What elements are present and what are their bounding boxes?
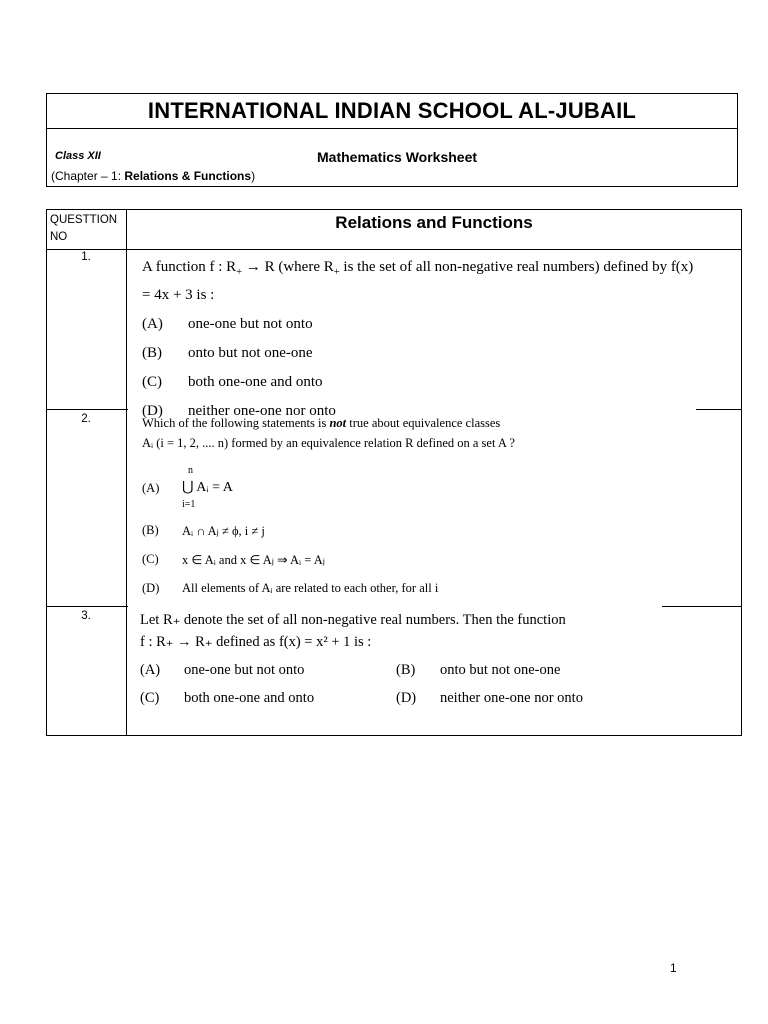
option-key: (A) <box>142 481 160 495</box>
q2-stem-b: true about equivalence classes <box>346 416 501 430</box>
option-text-block <box>182 465 342 515</box>
question-3-stem-line-1: Let R₊ denote the set of all non-negative real numbers. Then the function <box>140 612 566 628</box>
q2-option-d <box>142 581 438 596</box>
option-text: x ∈ Aᵢ and x ∈ Aⱼ ⇒ Aᵢ = Aⱼ <box>182 553 325 567</box>
school-name: INTERNATIONAL INDIAN SCHOOL AL-JUBAIL <box>47 94 737 129</box>
option-key: (A) <box>142 316 163 332</box>
chapter-label <box>51 169 255 183</box>
q3-option-d-text: neither one-one nor onto <box>440 690 583 706</box>
worksheet-title: Mathematics Worksheet <box>317 149 478 165</box>
q2-stem-a: Which of the following statements is <box>142 416 330 430</box>
q2-option-a <box>142 465 342 515</box>
option-key: (D) <box>142 403 163 419</box>
q1-stem-a: A function f : R <box>142 259 237 275</box>
q1-option-b <box>142 342 702 365</box>
question-2 <box>142 413 702 595</box>
question-3-stem-line-2: f : R₊ → R₊ defined as f(x) = x² + 1 is : <box>140 634 372 650</box>
row-divider-1-left <box>46 409 128 410</box>
option-text: All elements of Aᵢ are related to each other, for all i <box>182 581 439 595</box>
q3-option-d-key: (D) <box>396 690 417 706</box>
q2-option-c <box>142 552 325 568</box>
question-number-2: 2. <box>81 413 91 425</box>
q3-option-b-key: (B) <box>396 662 416 678</box>
question-2-stem-line-2: Aᵢ (i = 1, 2, .... n) formed by an equivalence relation R defined on a set A ? <box>142 436 515 450</box>
header-row-divider <box>46 249 742 250</box>
q2-stem-emphasis: not <box>329 416 347 430</box>
question-number-3: 3. <box>81 610 91 622</box>
question-2-stem-line-1 <box>142 413 702 433</box>
question-1 <box>142 256 702 423</box>
option-text: onto but not one-one <box>188 345 313 361</box>
q1-option-c <box>142 371 702 394</box>
chapter-prefix: (Chapter – 1: <box>51 169 125 183</box>
option-key: (B) <box>142 345 162 361</box>
chapter-name: Relations & Functions <box>124 169 252 183</box>
q2-option-b <box>142 523 265 539</box>
row-divider-1-right <box>696 409 742 410</box>
questions-table <box>46 209 742 736</box>
q1-sub-plus-a: + <box>236 267 243 278</box>
option-text: ⋃ Aᵢ = A <box>182 480 233 495</box>
option-key: (D) <box>142 581 160 595</box>
option-text: both one-one and onto <box>188 374 323 390</box>
q1-stem-b: → R (where R <box>242 259 334 275</box>
q3-option-b-text: onto but not one-one <box>440 662 561 678</box>
column-divider <box>126 209 127 736</box>
option-text: Aᵢ ∩ Aⱼ ≠ ϕ, i ≠ j <box>182 524 265 538</box>
option-text: one-one but not onto <box>188 316 313 332</box>
worksheet-header <box>46 93 738 187</box>
q3-option-a-key: (A) <box>140 662 161 678</box>
q3-options <box>140 659 700 709</box>
section-title: Relations and Functions <box>335 213 533 232</box>
row-divider-2-right <box>662 606 742 607</box>
question-3 <box>140 609 700 709</box>
question-number-header: QUESTTION NO <box>50 214 118 243</box>
q3-option-a-text: one-one but not onto <box>184 662 305 678</box>
chapter-suffix: ) <box>251 169 256 183</box>
option-text: neither one-one nor onto <box>188 403 336 419</box>
row-divider-2-left <box>46 606 128 607</box>
option-key: (B) <box>142 523 159 537</box>
option-key: (C) <box>142 552 159 566</box>
page-number: 1 <box>670 961 677 975</box>
option-key: (C) <box>142 374 162 390</box>
q1-sub-plus-b: + <box>333 267 340 278</box>
question-1-stem <box>142 256 702 307</box>
union-upper-limit: n <box>188 465 193 476</box>
q1-stem-c: is the set of all non-negative real numbers) defined by f(x) = 4x + 3 is : <box>142 259 694 303</box>
union-lower-limit: i=1 <box>182 499 196 510</box>
q3-option-c-key: (C) <box>140 690 160 706</box>
question-number-1: 1. <box>81 251 91 263</box>
q3-option-c-text: both one-one and onto <box>184 690 315 706</box>
class-label: Class XII <box>55 150 101 162</box>
q1-option-a <box>142 313 702 336</box>
